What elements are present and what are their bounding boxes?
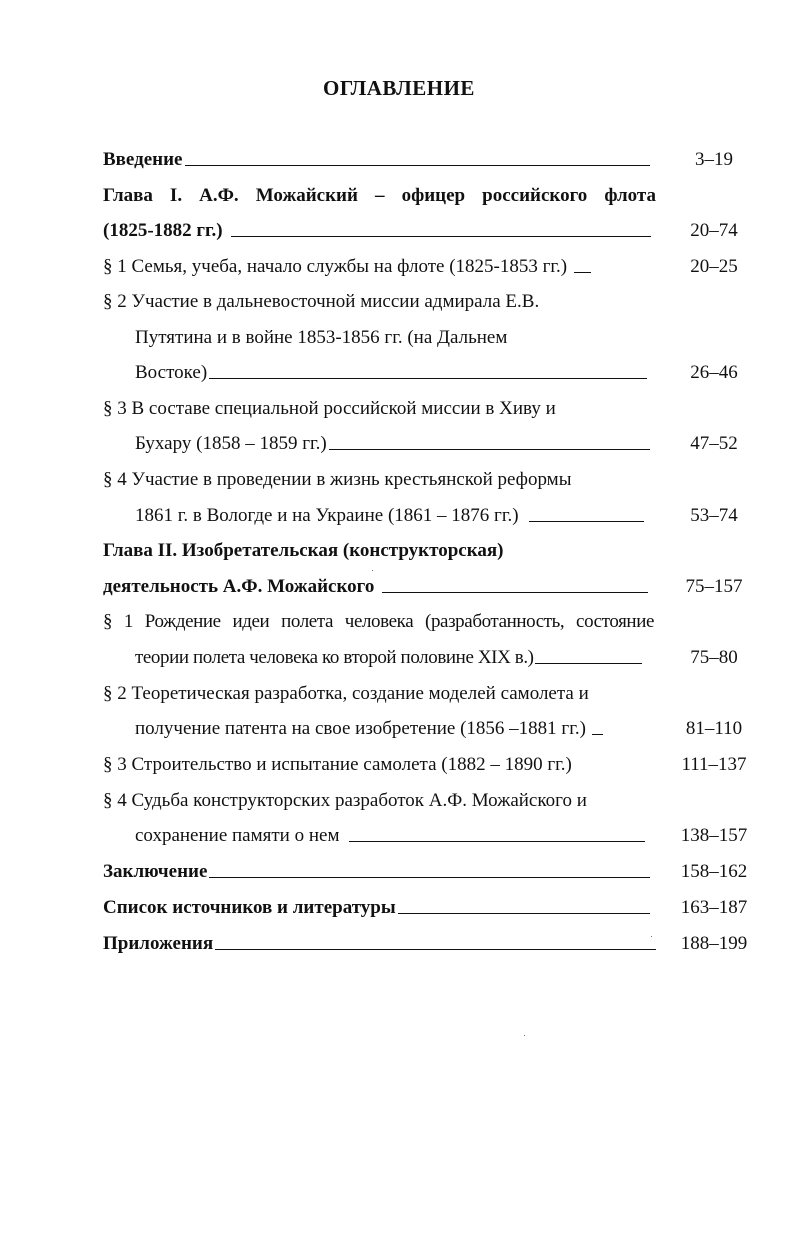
- toc-ch1-section-4-line1: § 4 Участие в проведении в жизнь крестьянской реформы: [103, 469, 572, 490]
- toc-chapter-2-line2: [103, 572, 648, 602]
- toc-ch2-section-4-line2: [135, 821, 645, 851]
- toc-chapter-1-line2: [103, 216, 651, 246]
- toc-entry-intro: [103, 145, 650, 175]
- leader-line: [535, 663, 642, 664]
- toc-ch1-section-3-line1: § 3 В составе специальной российской миссии в Хиву и: [103, 398, 556, 419]
- leader-line: [382, 592, 648, 593]
- leader-line: [398, 913, 650, 914]
- page-number: 158–162: [680, 861, 748, 882]
- page-number: 188–199: [680, 933, 748, 954]
- toc-ch2-s1-tail: теории полета человека ко второй половине XIX в.): [135, 647, 534, 668]
- toc-ch2-section-3: § 3 Строительство и испытание самолета (1882 – 1890 гг.): [103, 754, 572, 775]
- toc-appendix-text: Приложения: [103, 933, 214, 954]
- scan-speck: [651, 936, 652, 937]
- scan-speck: [372, 570, 373, 571]
- toc-chapter-1-line1: Глава I. А.Ф. Можайский – офицер российского флота: [103, 185, 656, 206]
- leader-line: [592, 734, 603, 735]
- toc-ch2-section-2-line2: [135, 714, 603, 744]
- page-number: 3–19: [695, 149, 733, 170]
- leader-line: [185, 165, 651, 166]
- toc-ch1-section-2-line2: Путятина и в войне 1853-1856 гг. (на Дальнем: [135, 327, 508, 348]
- toc-ch1-section-4-line2: [135, 501, 644, 531]
- toc-entry-conclusion: [103, 857, 650, 887]
- toc-intro-text: Введение: [103, 149, 183, 170]
- page-title: ОГЛАВЛЕНИЕ: [323, 76, 475, 100]
- page-number: 138–157: [680, 825, 748, 846]
- toc-ch1-s1-text: § 1 Семья, учеба, начало службы на флоте (1825-1853 гг.): [103, 256, 568, 277]
- toc-ch2-section-2-line1: § 2 Теоретическая разработка, создание моделей самолета и: [103, 683, 589, 704]
- leader-line: [231, 236, 651, 237]
- toc-ch2-section-1-line1: § 1 Рождение идеи полета человека (разработанность, состояние: [103, 611, 654, 632]
- toc-ch1-section-3-line2: [135, 429, 650, 459]
- toc-ch1-section-1: [103, 252, 591, 282]
- page-number: 47–52: [690, 433, 738, 454]
- toc-ch1-s4-tail: 1861 г. в Вологде и на Украине (1861 – 1876 гг.): [135, 505, 519, 526]
- leader-line: [574, 272, 591, 273]
- page-number: 26–46: [690, 362, 738, 383]
- toc-conclusion-text: Заключение: [103, 861, 208, 882]
- leader-line: [329, 449, 650, 450]
- toc-chapter-2-tail: деятельность А.Ф. Можайского: [103, 576, 375, 597]
- page-number: 111–137: [681, 754, 747, 775]
- toc-chapter-1-years: (1825-1882 гг.): [103, 220, 223, 241]
- leader-line: [349, 841, 645, 842]
- toc-ch1-section-2-line3: [135, 358, 647, 388]
- toc-sources-text: Список источников и литературы: [103, 897, 396, 918]
- toc-ch2-s4-tail: сохранение памяти о нем: [135, 825, 340, 846]
- toc-ch1-s2-tail: Востоке): [135, 362, 208, 383]
- toc-ch2-section-1-line2: [135, 643, 642, 673]
- toc-ch1-section-2-line1: § 2 Участие в дальневосточной миссии адмирала Е.В.: [103, 291, 540, 312]
- page-number: 75–80: [690, 647, 738, 668]
- page-number: 81–110: [685, 718, 743, 739]
- scan-speck: [524, 1035, 525, 1036]
- page-number: 20–25: [690, 256, 738, 277]
- toc-chapter-2-line1: Глава II. Изобретательская (конструкторская): [103, 540, 504, 561]
- leader-line: [215, 949, 656, 950]
- toc-entry-sources: [103, 893, 650, 923]
- page-number: 53–74: [690, 505, 738, 526]
- toc-entry-appendix: [103, 929, 656, 959]
- leader-line: [209, 877, 650, 878]
- page-number: 75–157: [685, 576, 743, 597]
- page-number: 20–74: [690, 220, 738, 241]
- toc-ch1-s3-tail: Бухару (1858 – 1859 гг.): [135, 433, 327, 454]
- leader-line: [529, 521, 644, 522]
- toc-ch2-s2-tail: получение патента на свое изобретение (1856 –1881 гг.): [135, 718, 586, 739]
- leader-line: [209, 378, 647, 379]
- toc-ch2-section-4-line1: § 4 Судьба конструкторских разработок А.Ф. Можайского и: [103, 790, 587, 811]
- page-number: 163–187: [680, 897, 748, 918]
